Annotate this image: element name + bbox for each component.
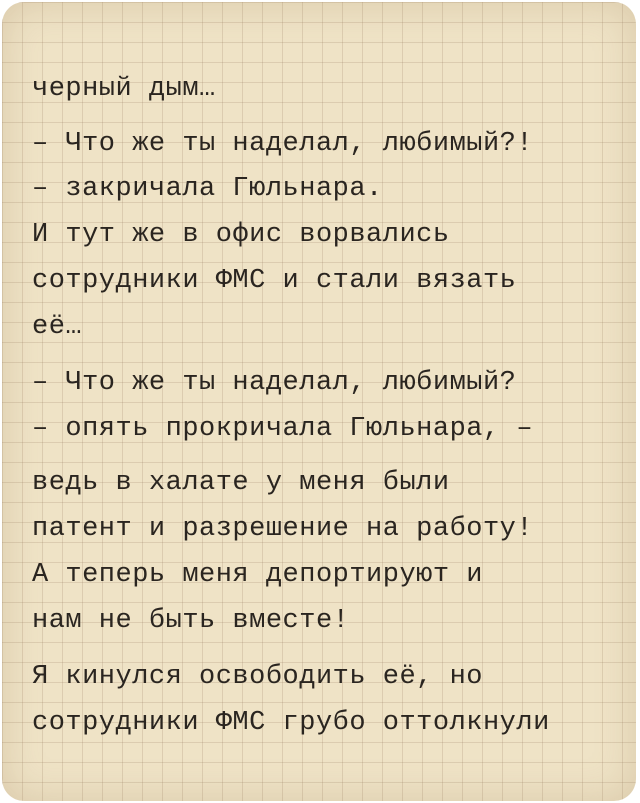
text-line: черный дым…: [32, 74, 216, 104]
text-line: Я кинулся освободить её, но: [32, 662, 483, 692]
text-line: – Что же ты наделал, любимый?: [32, 368, 517, 398]
text-line: – закричала Гюльнара.: [32, 174, 383, 204]
text-line: – опять прокричала Гюльнара, –: [32, 414, 534, 444]
text-line: ведь в халате у меня были: [32, 468, 450, 498]
text-line: патент и разрешение на работу!: [32, 514, 534, 544]
text-line: нам не быть вместе!: [32, 606, 350, 636]
text-line: – Что же ты наделал, любимый?!: [32, 129, 534, 159]
text-line: И тут же в офис ворвались: [32, 220, 450, 250]
text-line: сотрудники ФМС и стали вязать: [32, 266, 517, 296]
text-line: А теперь меня депортируют и: [32, 560, 483, 590]
text-line: сотрудники ФМС грубо оттолкнули: [32, 708, 550, 738]
text-line: её…: [32, 312, 83, 342]
note-card: [2, 2, 636, 801]
